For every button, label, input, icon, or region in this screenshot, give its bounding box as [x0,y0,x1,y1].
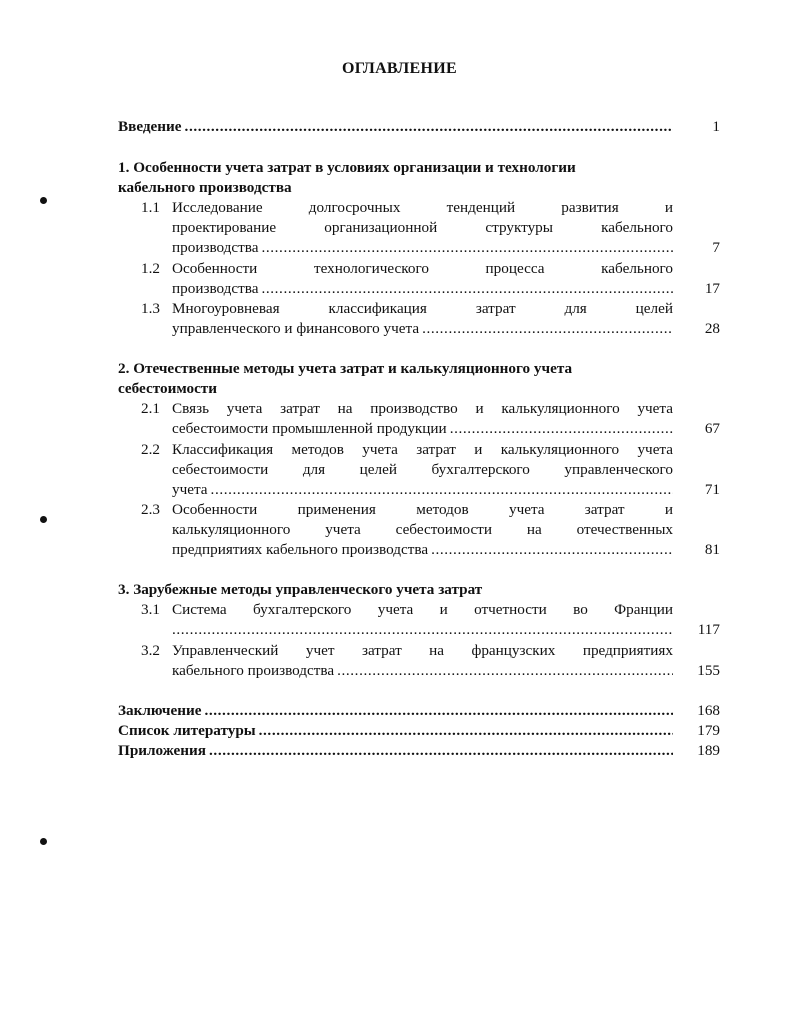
page-number: 28 [704,320,720,337]
section-line: Особенности применения методов учета затрат и [172,501,673,518]
page-number: 17 [704,280,720,297]
section-line: учета . . . [172,480,673,500]
dot-leader [261,279,673,299]
section-line: Особенности технологического процесса кабельного [172,260,673,277]
dot-leader [259,721,673,741]
page-number: 179 [697,722,720,739]
section-line: проектирование организационной структуры кабельного [172,219,673,236]
entry-label: Введение [118,118,182,135]
section-line: Многоуровневая классификация затрат для целей [172,300,673,317]
dot-leader [337,661,673,681]
section-number: 3.2 [141,642,160,659]
page-title: ОГЛАВЛЕНИЕ [342,60,457,77]
section-line: производства . . . [172,238,673,258]
chapter-title: 2. Отечественные методы учета затрат и калькуляционного учета [118,360,573,377]
toc-entry-appendices: Приложения . . . [118,741,673,761]
section-number: 1.1 [141,199,160,216]
section-line: производства . . . [172,279,673,299]
page-number: 7 [712,239,720,256]
section-line: калькуляционного учета себестоимости на отечественных [172,521,673,538]
dot-leader [172,620,673,640]
dot-leader [450,419,673,439]
section-number: 1.3 [141,300,160,317]
page-number: 81 [704,541,720,558]
section-line: Связь учета затрат на производство и калькуляционного учета [172,400,673,417]
page-number: 71 [704,481,720,498]
toc-entry-references: Список литературы . . . [118,721,673,741]
section-line: себестоимости промышленной продукции . . . [172,419,673,439]
chapter-title: 3. Зарубежные методы управленческого учета затрат [118,581,483,598]
dot-leader [261,238,673,258]
page-number: 155 [697,662,720,679]
dot-leader [185,117,673,137]
page-number: 189 [697,742,720,759]
section-number: 2.2 [141,441,160,458]
section-line: предприятиях кабельного производства . . . [172,540,673,560]
page-number: 1 [712,118,720,135]
page-number: 67 [704,420,720,437]
toc-entry-intro [118,117,673,137]
section-number: 2.1 [141,400,160,417]
binder-hole-mark [40,838,47,845]
section-line: Классификация методов учета затрат и калькуляционного учета [172,441,673,458]
section-number: 3.1 [141,601,160,618]
section-number: 2.3 [141,501,160,518]
chapter-title: 1. Особенности учета затрат в условиях организации и технологии [118,159,576,176]
chapter-title: себестоимости [118,380,218,397]
dot-leader [209,741,673,761]
chapter-title: кабельного производства [118,179,292,196]
section-line: Исследование долгосрочных тенденций развития и [172,199,673,216]
section-line [172,620,673,640]
page-number: 168 [697,702,720,719]
dot-leader [422,319,673,339]
section-line: Система бухгалтерского учета и отчетности во Франции [172,601,673,618]
section-line: кабельного производства . . . [172,661,673,681]
section-line: управленческого и финансового учета . . . [172,319,673,339]
dot-leader [211,480,673,500]
dot-leader [431,540,673,560]
dot-leader [204,701,673,721]
page-number: 117 [697,621,720,638]
section-number: 1.2 [141,260,160,277]
section-line: Управленческий учет затрат на французских предприятиях [172,642,673,659]
section-line: себестоимости для целей бухгалтерского управленческого [172,461,673,478]
binder-hole-mark [40,197,47,204]
toc-entry-conclusion: Заключение . . . [118,701,673,721]
binder-hole-mark [40,516,47,523]
